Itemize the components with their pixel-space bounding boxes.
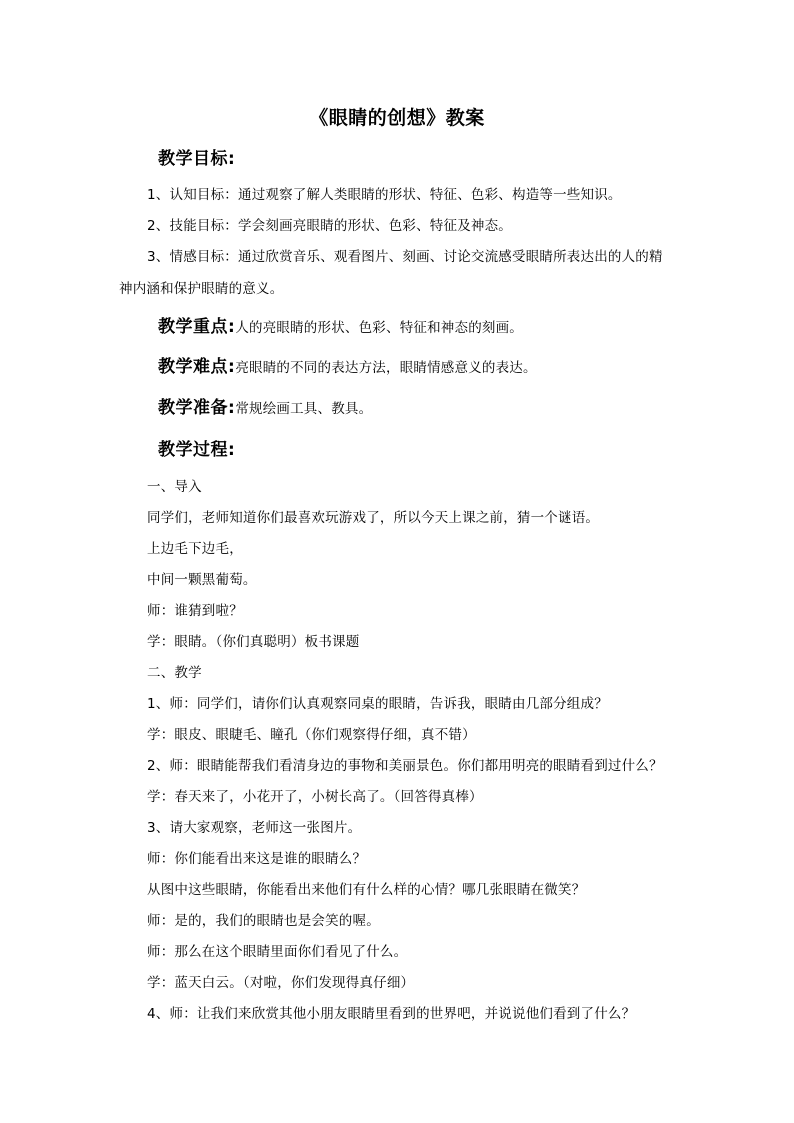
process-line: 学：春天来了，小花开了，小树长高了。（回答得真棒） xyxy=(147,789,483,805)
process-line: 师：你们能看出来这是谁的眼睛么？ xyxy=(147,851,367,867)
process-line: 师：是的，我们的眼睛也是会笑的喔。 xyxy=(147,913,380,929)
preparation-label: 教学准备: xyxy=(158,398,236,418)
difficult-point-text: 亮眼睛的不同的表达方法，眼睛情感意义的表达。 xyxy=(235,360,537,376)
process-line: 学：眼皮、眼睫毛、瞳孔（你们观察得仔细，真不错） xyxy=(147,727,476,743)
process-line: 4、师：让我们来欣赏其他小朋友眼睛里看到的世界吧，并说说他们看到了什么？ xyxy=(147,1006,636,1022)
process-line: 一、导入 xyxy=(147,479,202,495)
objective-emotion-cont: 神内涵和保护眼睛的意义。 xyxy=(119,281,284,297)
document-title: 《眼睛的创想》教案 xyxy=(309,107,485,129)
process-line: 学：蓝天白云。（对啦，你们发现得真仔细） xyxy=(147,975,415,991)
process-line: 同学们，老师知道你们最喜欢玩游戏了，所以今天上课之前，猜一个谜语。 xyxy=(147,510,600,526)
process-line: 1、师：同学们，请你们认真观察同桌的眼睛，告诉我，眼睛由几部分组成？ xyxy=(147,696,608,712)
process-line: 师：那么在这个眼睛里面你们看见了什么。 xyxy=(147,944,408,960)
objective-cognitive: 1、认知目标：通过观察了解人类眼睛的形状、特征、色彩、构造等一些知识。 xyxy=(147,187,622,203)
difficult-point-row xyxy=(158,356,537,379)
difficult-point-label: 教学难点: xyxy=(158,357,236,377)
key-point-text: 人的亮眼睛的形状、色彩、特征和神态的刻画。 xyxy=(235,320,524,336)
objective-emotion: 3、情感目标：通过欣赏音乐、观看图片、刻画、讨论交流感受眼睛所表达出的人的精 xyxy=(147,249,663,265)
process-heading: 教学过程: xyxy=(158,440,236,460)
process-line: 学：眼睛。（你们真聪明）板书课题 xyxy=(147,634,360,650)
preparation-text: 常规绘画工具、教具。 xyxy=(235,401,373,417)
objectives-heading: 教学目标: xyxy=(158,149,236,169)
process-line: 3、请大家观察，老师这一张图片。 xyxy=(147,820,362,836)
preparation-row xyxy=(158,397,372,420)
key-point-row xyxy=(158,316,523,339)
process-line: 中间一颗黑葡萄。 xyxy=(147,572,257,588)
objective-skill: 2、技能目标：学会刻画亮眼睛的形状、色彩、特征及神态。 xyxy=(147,218,512,234)
process-line: 从图中这些眼睛，你能看出来他们有什么样的心情？哪几张眼睛在微笑？ xyxy=(147,882,586,898)
process-line: 二、教学 xyxy=(147,665,202,681)
key-point-label: 教学重点: xyxy=(158,317,236,337)
process-line: 2、师：眼睛能帮我们看清身边的事物和美丽景色。你们都用明亮的眼睛看到过什么？ xyxy=(147,758,663,774)
process-line: 上边毛下边毛， xyxy=(147,541,243,557)
process-line: 师：谁猜到啦？ xyxy=(147,603,243,619)
